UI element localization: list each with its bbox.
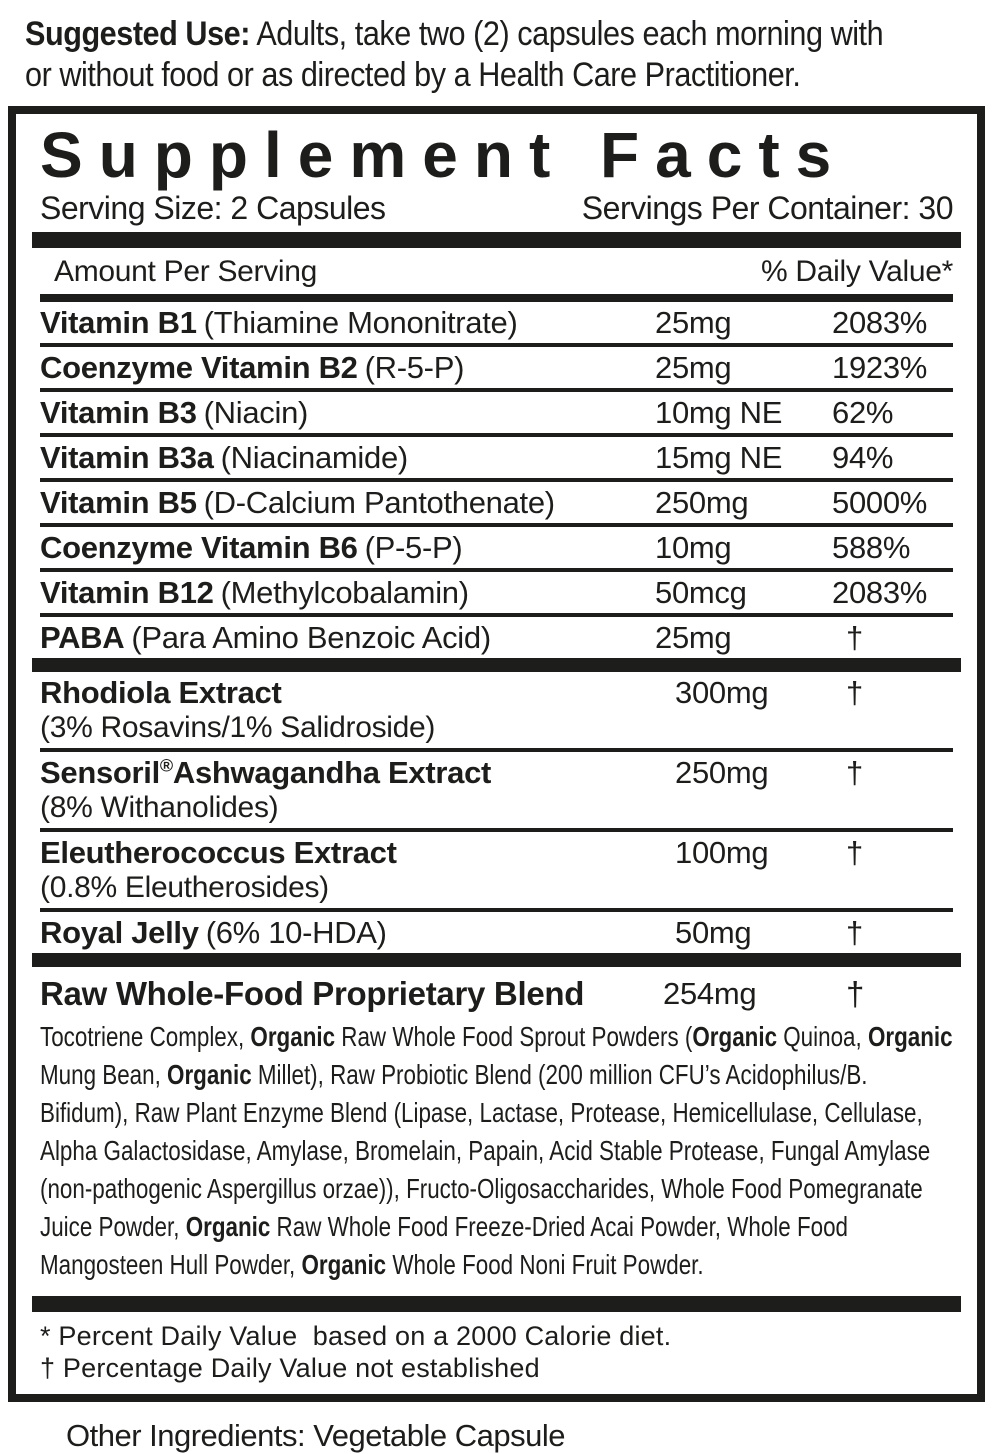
ingredient-name: Vitamin B3 (Niacin) bbox=[40, 395, 309, 430]
daily-value-header: % Daily Value* bbox=[760, 255, 953, 288]
footnotes bbox=[40, 1312, 953, 1394]
ingredient-detail: (P-5-P) bbox=[364, 530, 463, 565]
ingredient-detail: (Para Amino Benzoic Acid) bbox=[131, 620, 491, 655]
other-ingredients-text: Other Ingredients: Vegetable Capsule bbox=[66, 1418, 566, 1453]
ingredient-name: Royal Jelly (6% 10-HDA) bbox=[40, 915, 387, 950]
amount-cell: 25mg bbox=[655, 620, 732, 655]
daily-value-cell: 5000% bbox=[832, 485, 928, 520]
daily-value-cell: 588% bbox=[832, 530, 911, 565]
ingredient-name: Eleutherococcus Extract (0.8% Eleutherosides) bbox=[40, 836, 655, 905]
ingredient-detail: (Thiamine Mononitrate) bbox=[203, 305, 518, 340]
ingredient-name: Sensoril®Ashwagandha Extract (8% Withanolides) bbox=[40, 756, 655, 825]
ingredient-detail: (Methylcobalamin) bbox=[220, 575, 469, 610]
blend-description-container bbox=[40, 1014, 953, 1296]
ingredient-name: Coenzyme Vitamin B6 (P-5-P) bbox=[40, 530, 463, 565]
ingredient-detail: (Niacin) bbox=[203, 395, 309, 430]
amount-cell: 25mg bbox=[655, 350, 732, 385]
footnote-dagger: † Percentage Daily Value not established bbox=[40, 1353, 540, 1383]
amount-cell: 15mg NE bbox=[655, 440, 783, 475]
ingredient-row-eleutherococcus bbox=[40, 832, 953, 912]
blend-name: Raw Whole-Food Proprietary Blend bbox=[40, 975, 585, 1012]
ingredient-row-vitamin-b1 bbox=[40, 302, 953, 347]
daily-value-cell: † bbox=[846, 620, 863, 655]
ingredient-detail: (0.8% Eleutherosides) bbox=[40, 871, 329, 904]
servings-per-container: Servings Per Container: 30 bbox=[581, 190, 953, 226]
ingredient-row-paba bbox=[40, 617, 953, 658]
blend-description: Tocotriene Complex, Organic Raw Whole Food Sprout Powders (Organic Quinoa, Organic Mung Bean, Organic Millet), Raw Probiotic Blend (200 million CFU’s Acidophilus/B. Bifidum), Raw Plant Enzyme Blend (Lipase, Lactase, Protease, Hemicellulase, Cellulase, Alpha Galactosidase, Amylase, Bromelain, Papain, Acid Stable Protease, Fungal Amylase (non-pathogenic Aspergillus orzae)), Fructo-Oligosaccharides, Whole Food Pomegranate Juice Powder, Organic Raw Whole Food Freeze-Dried Acai Powder, Whole Food Mangosteen Hull Powder, Organic Whole Food Noni Fruit Powder. bbox=[40, 1021, 953, 1280]
panel-title: Supplement Facts bbox=[40, 119, 848, 191]
suggested-use-line1 bbox=[25, 14, 883, 55]
suggested-use-label: Suggested Use: bbox=[25, 15, 250, 53]
ingredient-row-proprietary-blend bbox=[40, 967, 953, 1014]
ingredient-row-vitamin-b5 bbox=[40, 482, 953, 527]
daily-value-cell: † bbox=[846, 755, 863, 790]
amount-cell: 100mg bbox=[675, 835, 769, 870]
ingredient-row-vitamin-b12 bbox=[40, 572, 953, 617]
amount-cell: 250mg bbox=[675, 755, 769, 790]
ingredient-detail: (R-5-P) bbox=[364, 350, 465, 385]
ingredient-row-rhodiola bbox=[40, 672, 953, 752]
daily-value-cell: † bbox=[846, 915, 863, 950]
daily-value-cell: † bbox=[846, 975, 865, 1012]
daily-value-cell: 2083% bbox=[832, 575, 928, 610]
divider-bar bbox=[32, 658, 961, 672]
ingredient-name: Vitamin B3a (Niacinamide) bbox=[40, 440, 408, 475]
ingredient-row-coenzyme-b2 bbox=[40, 347, 953, 392]
serving-size: Serving Size: 2 Capsules bbox=[40, 190, 386, 226]
suggested-use-line1-rest: Adults, take two (2) capsules each morning with bbox=[249, 15, 884, 53]
amount-cell: 250mg bbox=[655, 485, 749, 520]
column-header-row bbox=[40, 248, 953, 302]
amount-cell: 300mg bbox=[675, 675, 769, 710]
suggested-use-text bbox=[25, 14, 1000, 96]
ingredient-name: Vitamin B5 (D-Calcium Pantothenate) bbox=[40, 485, 555, 520]
daily-value-cell: 1923% bbox=[832, 350, 928, 385]
ingredient-name: Vitamin B12 (Methylcobalamin) bbox=[40, 575, 469, 610]
ingredient-row-ashwagandha bbox=[40, 752, 953, 832]
amount-cell: 10mg NE bbox=[655, 395, 783, 430]
daily-value-cell: † bbox=[846, 675, 863, 710]
daily-value-cell: 62% bbox=[832, 395, 894, 430]
footnote-asterisk: * Percent Daily Value based on a 2000 Calorie diet. bbox=[40, 1321, 672, 1351]
ingredient-detail: (Niacinamide) bbox=[220, 440, 408, 475]
ingredient-row-vitamin-b3 bbox=[40, 392, 953, 437]
daily-value-cell: 2083% bbox=[832, 305, 928, 340]
amount-cell: 254mg bbox=[663, 976, 757, 1011]
ingredient-row-coenzyme-b6 bbox=[40, 527, 953, 572]
divider-bar bbox=[32, 953, 961, 967]
amount-cell: 50mcg bbox=[655, 575, 747, 610]
divider-bar bbox=[32, 1296, 961, 1312]
ingredient-detail: (D-Calcium Pantothenate) bbox=[203, 485, 555, 520]
amount-per-serving-header: Amount Per Serving bbox=[54, 255, 318, 288]
daily-value-cell: 94% bbox=[832, 440, 894, 475]
divider-bar bbox=[32, 232, 961, 248]
amount-cell: 50mg bbox=[675, 915, 752, 950]
suggested-use-line2: or without food or as directed by a Health Care Practitioner. bbox=[25, 56, 801, 94]
supplement-facts-panel bbox=[8, 106, 985, 1402]
ingredient-detail: (6% 10-HDA) bbox=[205, 915, 387, 950]
ingredient-name: Rhodiola Extract (3% Rosavins/1% Salidroside) bbox=[40, 676, 655, 745]
amount-cell: 10mg bbox=[655, 530, 732, 565]
ingredient-name: Vitamin B1 (Thiamine Mononitrate) bbox=[40, 305, 518, 340]
ingredient-detail: (3% Rosavins/1% Salidroside) bbox=[40, 711, 436, 744]
ingredient-name: PABA (Para Amino Benzoic Acid) bbox=[40, 620, 491, 655]
ingredient-detail: (8% Withanolides) bbox=[40, 791, 279, 824]
serving-row bbox=[40, 190, 953, 226]
ingredient-row-vitamin-b3a bbox=[40, 437, 953, 482]
amount-cell: 25mg bbox=[655, 305, 732, 340]
ingredient-row-royal-jelly bbox=[40, 912, 953, 953]
daily-value-cell: † bbox=[846, 835, 863, 870]
ingredient-name: Coenzyme Vitamin B2 (R-5-P) bbox=[40, 350, 465, 385]
